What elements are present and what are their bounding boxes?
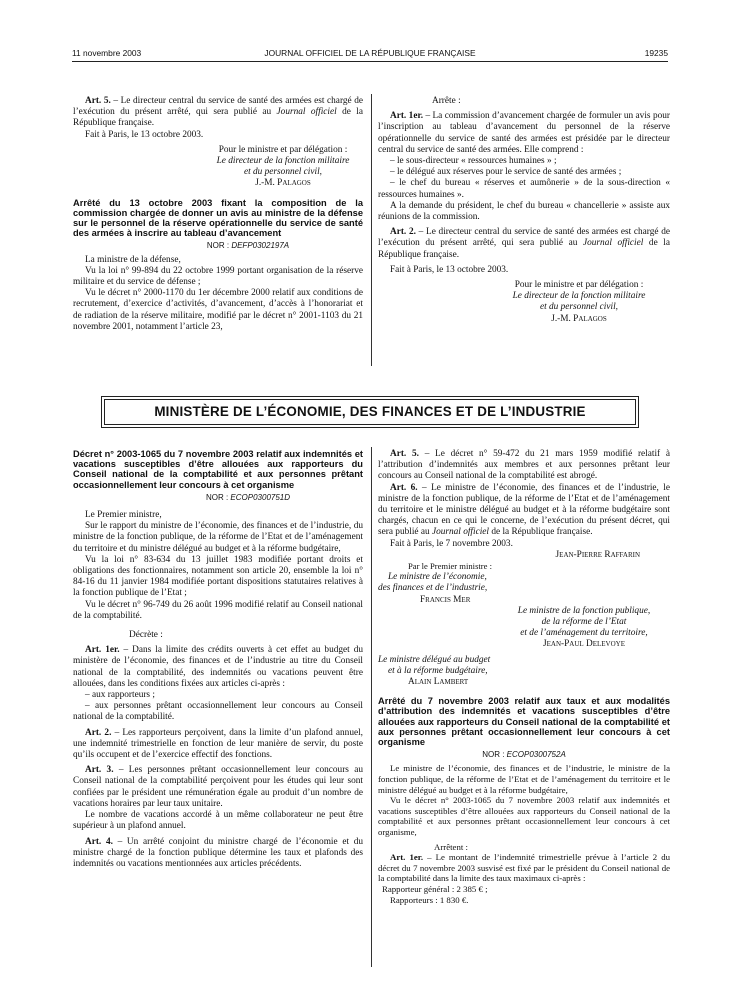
header-page-number: 19235 [644, 48, 668, 58]
rate-line: Rapporteur général : 2 385 € ; [382, 884, 488, 895]
art2-paragraph: Art. 2. – Les rapporteurs perçoivent, dans la limite d’un plafond annuel, une indemnité trimestrielle en fonction de leur manière de servir, du poste qu’ils occupent et de l’exercice effectif des fonctions. [73, 727, 363, 761]
arrete-title: Arrêté du 7 novembre 2003 relatif aux taux et aux modalités d’attribution des indemnités et vacations susceptibles d’être allouées aux rapporteurs du Conseil national de la comptabilité et aux personnes prêtant occasionnellement leur concours à cet organisme [378, 696, 670, 748]
vacations-paragraph: Le nombre de vacations accordé à un même collaborateur ne peut être supérieur à un plafond annuel. [73, 810, 363, 832]
header-journal-title: JOURNAL OFFICIEL DE LA RÉPUBLIQUE FRANÇAISE [264, 48, 476, 58]
signature-block: Pour le ministre et par délégation : Le directeur de la fonction militaire et du personnel civil, J.-M. Palagos [378, 280, 670, 325]
visa-paragraph: Sur le rapport du ministre de l’économie, des finances et de l’industrie, du ministre de la fonction publique, de la réforme de l’Etat et de l’aménagement du territoire et du ministre délégué au budget et à la réforme budgétaire, [73, 521, 363, 554]
top-left-column [73, 96, 363, 333]
list-item: – le délégué aux réserves pour le service de santé des armées ; [390, 167, 622, 178]
bottom-right-column [378, 449, 670, 905]
nor-reference: NOR : ECOP0300751D [205, 492, 291, 502]
art1-paragraph: Art. 1er. – Le montant de l’indemnité trimestrielle prévue à l’article 2 du décret du 7 novembre 2003 susvisé est fixé par le président du Conseil national de la comptabilité dans la limite des taux maximaux ci-après : [378, 852, 670, 884]
column-divider [371, 94, 372, 366]
signer-name: Jean-Paul Delevoye [543, 639, 625, 650]
signature-block: Le ministre délégué au budget et à la réforme budgétaire, Alain Lambert [378, 655, 528, 689]
visa-paragraph: Vu le décret n° 2000-1170 du 1er décembre 2000 relatif aux conditions de recrutement, d’exercice d’activités, d’avancement, d’accès à l’honorariat et de radiation de la réserve militaire, modifié par le décret n° 2001-1103 du 21 novembre 2001, notamment l’article 23, [73, 288, 363, 332]
fait-line: Fait à Paris, le 13 octobre 2003. [390, 264, 509, 275]
signer-name: J.-M. Palagos [551, 313, 607, 324]
preamble-paragraph: Le ministre de l’économie, des finances et de l’industrie, le ministre de la fonction publique, de la réforme de l’Etat et de l’aménagement du territoire et le ministre délégué au budget et à la réforme budgétaire, [378, 763, 670, 795]
decret-title: Décret n° 2003-1065 du 7 novembre 2003 relatif aux indemnités et vacations susceptibles d’être allouées aux rapporteurs du Conseil national de la comptabilité et aux personnes prêtant occasionnellement leur concours à cet organisme [73, 449, 363, 490]
top-right-column [378, 96, 670, 325]
signature-block: Pour le ministre et par délégation : Le directeur de la fonction militaire et du personnel civil, J.-M. Palagos [73, 145, 363, 190]
preamble-line: Le Premier ministre, [85, 510, 162, 521]
arrete-title: Arrêté du 13 octobre 2003 fixant la composition de la commission chargée de donner un avis au ministre de la défense sur le personnel de la réserve opérationnelle du service de santé des armées à inscrire au tableau d’avancement [73, 197, 363, 239]
arrete-heading: Arrête : [432, 96, 461, 106]
signer-name: Francis Mer [420, 594, 471, 605]
signer-name: J.-M. Palagos [255, 178, 311, 189]
art3-paragraph: Art. 3. – Les personnes prêtant occasionnellement leur concours au Conseil national de la comptabilité perçoivent pour les études qui leur sont confiées par le président une rémunération égale au produit d’un nombre de vacations horaires par leur taux unitaire. [73, 765, 363, 809]
nor-reference: NOR : ECOP0300752A [482, 750, 566, 760]
signer-name: Alain Lambert [408, 677, 469, 688]
visa-paragraph: Vu le décret n° 2003-1065 du 7 novembre 2003 relatif aux indemnités et vacations susceptibles d’être allouées aux rapporteurs du Conseil national de la comptabilité et aux personnes prêtant occasionnellement leur concours à cet organisme, [378, 795, 670, 838]
decrete-heading: Décrète : [129, 630, 163, 641]
bottom-left-column [73, 449, 363, 870]
list-item: – aux personnes prêtant occasionnellement leur concours au Conseil national de la comptabilité. [73, 701, 363, 723]
visa-paragraph: Vu le décret n° 96-749 du 26 août 1996 modifié relatif au Conseil national de la comptabilité. [73, 599, 363, 621]
column-divider [371, 447, 372, 967]
list-item: – aux rapporteurs ; [85, 690, 155, 701]
visa-paragraph: Vu la loi n° 83-634 du 13 juillet 1983 modifiée portant droits et obligations des fonctionnaires, notamment son article 20, ensemble la loi n° 84-16 du 11 janvier 1984 modifiée portant dispositions statutaires relatives à la fonction publique de l’Etat ; [73, 554, 363, 599]
arretent-heading: Arrêtent : [434, 841, 468, 852]
fait-line: Fait à Paris, le 13 octobre 2003. [85, 129, 204, 140]
visa-paragraph: Vu la loi n° 99-894 du 22 octobre 1999 portant organisation de la réserve militaire et du service de défense ; [73, 265, 363, 288]
signer-name: Jean-Pierre Raffarin [555, 549, 640, 560]
art5-paragraph: Art. 5. – Le décret n° 59-472 du 21 mars 1959 modifié relatif à l’attribution d’indemnités aux membres et aux personnes prêtant leur concours au Conseil national de la comptabilité est abrogé. [378, 449, 670, 482]
art2-paragraph: Art. 2. – Le directeur central du service de santé des armées est chargé de l’exécution du présent arrêté, qui sera publié au Journal officiel de la République française. [378, 227, 670, 260]
art1-paragraph: Art. 1er. – Dans la limite des crédits ouverts à cet effet au budget du ministère de l’économie, des finances et de l’industrie au titre du Conseil national de la comptabilité, des indemnités ou vacations peuvent être allouées, dans les conditions fixées aux articles ci-après : [73, 645, 363, 689]
art5-paragraph: Art. 5. – Le directeur central du service de santé des armées est chargé de l’exécution du présent arrêté, qui sera publié au Journal officiel de la République française. [73, 96, 363, 129]
nor-reference: NOR : DEFP0302197A [206, 241, 290, 251]
art4-paragraph: Art. 4. – Un arrêté conjoint du ministre chargé de l’économie et du ministre chargé de la fonction publique détermine les taux et plafonds des indemnités ou vacations mentionnées aux articles précédents. [73, 836, 364, 869]
fait-line: Fait à Paris, le 7 novembre 2003. [390, 538, 513, 549]
list-item: – le chef du bureau « réserves et aumônerie » de la sous-direction « ressources humaines ». [378, 178, 670, 200]
par-premier-ministre: Par le Premier ministre : [408, 561, 493, 572]
signature-block: Le ministre de la fonction publique, de la réforme de l’Etat et de l’aménagement du territoire, Jean-Paul Delevoye [378, 606, 670, 651]
preamble-line: La ministre de la défense, [85, 254, 181, 265]
signature-block: Le ministre de l’économie, des finances et de l’industrie, Francis Mer [378, 572, 528, 606]
demande-paragraph: A la demande du président, le chef du bureau « chancellerie » assiste aux réunions de la commission. [378, 200, 670, 223]
list-item: – le sous-directeur « ressources humaines » ; [390, 156, 557, 167]
rate-line: Rapporteurs : 1 830 €. [390, 894, 469, 905]
art6-paragraph: Art. 6. – Le ministre de l’économie, des finances et de l’industrie, le ministre de la fonction publique, de la réforme de l’Etat et de l’aménagement du territoire et le ministre délégué au budget et à la réforme budgétaire sont chargés, chacun en ce qui le concerne, de l’exécution du présent décret, qui sera publié au Journal officiel de la République française. [378, 482, 670, 538]
ministry-banner: MINISTÈRE DE L’ÉCONOMIE, DES FINANCES ET DE L’INDUSTRIE [104, 399, 636, 425]
header-date: 11 novembre 2003 [72, 48, 142, 58]
page-header [72, 48, 668, 62]
art1-paragraph: Art. 1er. – La commission d’avancement chargée de formuler un avis pour l’inscription au tableau d’avancement du personnel de la réserve opérationnelle du service de santé des armées est présidée par le directeur central du service de santé des armées. Elle comprend : [378, 111, 670, 155]
